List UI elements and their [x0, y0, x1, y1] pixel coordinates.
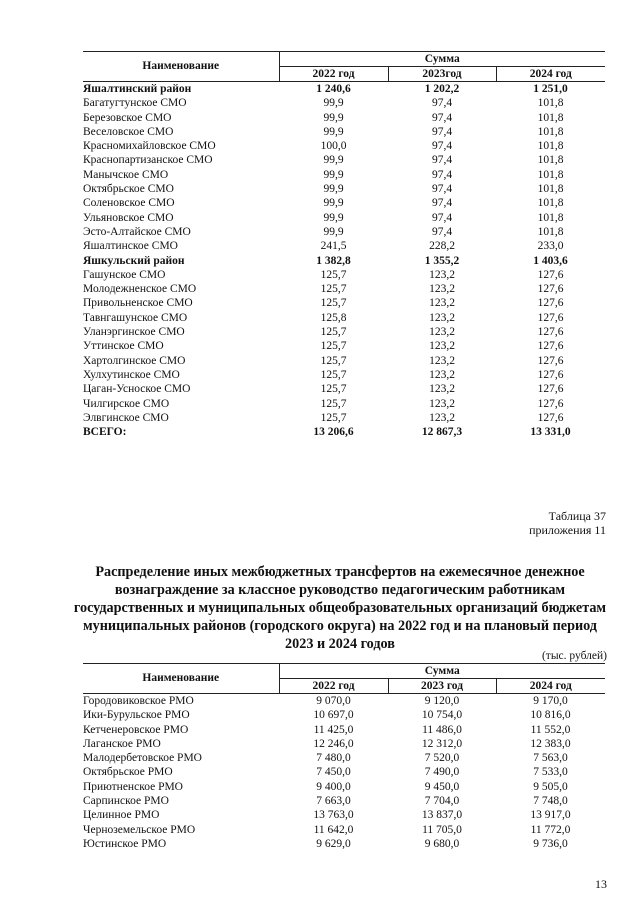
row-name-cell: Яшкульский район — [83, 254, 185, 267]
column-header-sum: Сумма — [279, 52, 605, 67]
row-value-cell: 127,6 — [537, 326, 564, 339]
table-row — [83, 325, 605, 339]
column-header-sum: Сумма — [279, 664, 605, 679]
row-value-cell: 101,8 — [537, 140, 564, 153]
table-row — [83, 354, 605, 368]
row-value-cell: 127,6 — [537, 383, 564, 396]
row-value-cell: 101,8 — [537, 154, 564, 167]
row-name-cell: Березовское СМО — [83, 111, 172, 124]
column-header-name: Наименование — [83, 664, 279, 694]
row-value-cell: 127,6 — [537, 283, 564, 296]
row-value-cell: 12 246,0 — [313, 737, 354, 750]
row-name-cell: Яшалтинский район — [83, 83, 192, 95]
row-value-cell: 127,6 — [537, 268, 564, 281]
row-name-cell: Эсто-Алтайское СМО — [83, 225, 191, 238]
row-value-cell: 12 867,3 — [421, 426, 463, 439]
row-value-cell: 123,2 — [429, 411, 455, 424]
row-value-cell: 1 403,6 — [533, 254, 568, 267]
row-value-cell: 123,2 — [429, 383, 455, 396]
row-value-cell: 101,8 — [537, 183, 564, 196]
row-value-cell: 97,4 — [431, 140, 453, 153]
table-row — [83, 153, 605, 167]
row-value-cell: 10 816,0 — [530, 709, 571, 722]
column-header-year: 2022 год — [279, 67, 388, 82]
row-name-cell: Ульяновское СМО — [83, 211, 174, 224]
row-value-cell: 125,7 — [320, 397, 347, 410]
row-value-cell: 9 505,0 — [533, 780, 568, 793]
row-value-cell: 101,8 — [537, 125, 564, 138]
budget-table-2 — [83, 663, 605, 851]
table-row — [83, 765, 605, 779]
table-row — [83, 282, 605, 296]
table-row — [83, 239, 605, 253]
row-name-cell: Кетченеровское РМО — [83, 723, 189, 736]
page-number: 13 — [595, 877, 607, 891]
row-value-cell: 7 663,0 — [316, 795, 351, 808]
table-row — [83, 411, 605, 425]
row-value-cell: 11 425,0 — [313, 723, 354, 736]
row-value-cell: 7 490,0 — [424, 766, 460, 779]
table-row — [83, 808, 605, 822]
row-name-cell: Краснопартизанское СМО — [83, 154, 213, 167]
row-value-cell: 101,8 — [537, 197, 564, 210]
row-value-cell: 7 480,0 — [316, 752, 351, 765]
row-value-cell: 1 382,8 — [316, 254, 351, 267]
row-name-cell: Октябрьское РМО — [83, 766, 173, 779]
row-value-cell: 99,9 — [323, 197, 344, 210]
row-value-cell: 123,2 — [429, 283, 455, 296]
table-row — [83, 96, 605, 110]
row-value-cell: 125,7 — [320, 383, 347, 396]
row-name-cell: Соленовское СМО — [83, 197, 175, 210]
row-value-cell: 99,9 — [323, 125, 344, 138]
row-name-cell: Приютненское РМО — [83, 780, 183, 793]
row-name-cell: Багатугтунское СМО — [83, 97, 187, 110]
table-row — [83, 425, 605, 439]
row-value-cell: 97,4 — [431, 197, 453, 210]
row-value-cell: 97,4 — [431, 125, 453, 138]
table-title: Распределение иных межбюджетных трансфертов на ежемесячное денежное вознаграждение за классное руководство педагогическим работникам государственных и муниципальных общеобразовательных организаций бюджетам муниципальных районов (городского округа) на 2022 год и на плановый период 2023 и 2024 годов — [73, 564, 607, 652]
row-value-cell: 10 754,0 — [421, 709, 463, 722]
row-value-cell: 7 704,0 — [424, 795, 460, 808]
row-value-cell: 99,9 — [323, 211, 344, 224]
row-name-cell: Элвгинское СМО — [83, 411, 169, 424]
row-value-cell: 97,4 — [431, 97, 453, 110]
row-value-cell: 97,4 — [431, 168, 453, 181]
row-value-cell: 9 629,0 — [316, 837, 351, 850]
row-name-cell: Яшалтинское СМО — [83, 240, 178, 253]
table-body — [83, 82, 605, 440]
table-row — [83, 139, 605, 153]
row-value-cell: 99,9 — [323, 111, 344, 124]
table-row — [83, 296, 605, 310]
row-name-cell: Привольненское СМО — [83, 297, 193, 310]
row-value-cell: 11 772,0 — [530, 823, 571, 836]
row-value-cell: 127,6 — [537, 340, 564, 353]
row-value-cell: 101,8 — [537, 168, 564, 181]
row-value-cell: 97,4 — [431, 211, 453, 224]
column-header-year: 2023год — [388, 67, 496, 82]
row-value-cell: 241,5 — [320, 240, 347, 253]
row-value-cell: 1 355,2 — [424, 254, 460, 267]
table-row — [83, 254, 605, 268]
row-name-cell: Хартолгинское СМО — [83, 354, 186, 367]
table-row — [83, 311, 605, 325]
row-value-cell: 127,6 — [537, 397, 564, 410]
row-value-cell: 99,9 — [323, 168, 344, 181]
row-value-cell: 123,2 — [429, 397, 455, 410]
row-value-cell: 9 170,0 — [533, 695, 568, 707]
column-header-year: 2024 год — [496, 679, 605, 694]
row-name-cell: Красномихайловское СМО — [83, 140, 216, 153]
row-name-cell: Сарпинское РМО — [83, 795, 169, 808]
row-value-cell: 99,9 — [323, 183, 344, 196]
row-value-cell: 100,0 — [320, 140, 347, 153]
row-value-cell: 12 312,0 — [421, 737, 463, 750]
row-name-cell: Целинное РМО — [83, 809, 160, 822]
table-row — [83, 780, 605, 794]
table-row — [83, 182, 605, 196]
row-value-cell: 13 331,0 — [530, 426, 571, 439]
row-value-cell: 125,7 — [320, 326, 347, 339]
table-row — [83, 225, 605, 239]
row-name-cell: Октябрьское СМО — [83, 183, 174, 196]
row-name-cell: Уланэргинское СМО — [83, 326, 185, 339]
table-row — [83, 125, 605, 139]
row-value-cell: 123,2 — [429, 311, 455, 324]
row-value-cell: 1 202,2 — [424, 83, 460, 95]
budget-table-1 — [83, 51, 605, 439]
row-name-cell: ВСЕГО: — [83, 426, 127, 439]
table-row — [83, 397, 605, 411]
row-value-cell: 9 450,0 — [424, 780, 460, 793]
row-value-cell: 97,4 — [431, 225, 453, 238]
row-value-cell: 13 206,6 — [313, 426, 354, 439]
row-value-cell: 13 763,0 — [313, 809, 354, 822]
row-value-cell: 101,8 — [537, 97, 564, 110]
row-value-cell: 127,6 — [537, 411, 564, 424]
row-value-cell: 127,6 — [537, 311, 564, 324]
table-row — [83, 794, 605, 808]
column-header-year: 2022 год — [279, 679, 388, 694]
row-name-cell: Тавнгашунское СМО — [83, 311, 188, 324]
row-value-cell: 99,9 — [323, 154, 344, 167]
row-value-cell: 123,2 — [429, 326, 455, 339]
table-row — [83, 368, 605, 382]
row-value-cell: 125,7 — [320, 268, 347, 281]
row-value-cell: 97,4 — [431, 183, 453, 196]
appendix-label: приложения 11 — [529, 523, 606, 537]
table-row — [83, 708, 605, 722]
row-value-cell: 97,4 — [431, 154, 453, 167]
row-name-cell: Манычское СМО — [83, 168, 169, 181]
row-name-cell: Ики-Бурульское РМО — [83, 709, 190, 722]
row-value-cell: 9 680,0 — [424, 837, 460, 850]
row-value-cell: 1 240,6 — [316, 83, 351, 95]
table-number: Таблица 37 — [548, 509, 606, 523]
table-row — [83, 823, 605, 837]
row-value-cell: 7 533,0 — [533, 766, 568, 779]
row-value-cell: 233,0 — [537, 240, 564, 253]
row-name-cell: Веселовское СМО — [83, 125, 174, 138]
row-value-cell: 101,8 — [537, 211, 564, 224]
row-value-cell: 9 070,0 — [316, 695, 351, 707]
row-value-cell: 11 552,0 — [530, 723, 571, 736]
column-header-year: 2023 год — [388, 679, 496, 694]
row-value-cell: 125,7 — [320, 354, 347, 367]
row-value-cell: 9 120,0 — [424, 695, 460, 707]
row-value-cell: 123,2 — [429, 340, 455, 353]
table-row — [83, 837, 605, 851]
row-value-cell: 127,6 — [537, 368, 564, 381]
row-value-cell: 123,2 — [429, 268, 455, 281]
table-row — [83, 694, 605, 709]
table-row — [83, 382, 605, 396]
row-value-cell: 7 563,0 — [533, 752, 568, 765]
table-row — [83, 82, 605, 97]
row-name-cell: Цаган-Усноское СМО — [83, 383, 191, 396]
row-name-cell: Черноземельское РМО — [83, 823, 196, 836]
row-value-cell: 12 383,0 — [530, 737, 571, 750]
row-value-cell: 123,2 — [429, 354, 455, 367]
table-row — [83, 751, 605, 765]
table-row — [83, 196, 605, 210]
row-value-cell: 11 705,0 — [422, 823, 462, 836]
row-name-cell: Городовиковское РМО — [83, 695, 194, 707]
row-value-cell: 125,7 — [320, 368, 347, 381]
row-value-cell: 127,6 — [537, 354, 564, 367]
row-value-cell: 123,2 — [429, 297, 455, 310]
row-value-cell: 125,7 — [320, 297, 347, 310]
units-label: (тыс. рублей) — [541, 650, 607, 662]
row-value-cell: 7 450,0 — [316, 766, 351, 779]
table-row — [83, 723, 605, 737]
row-value-cell: 99,9 — [323, 97, 344, 110]
row-value-cell: 7 748,0 — [533, 795, 568, 808]
row-name-cell: Малодербетовское РМО — [83, 752, 202, 765]
row-value-cell: 9 736,0 — [533, 837, 568, 850]
row-value-cell: 11 486,0 — [422, 723, 462, 736]
column-header-year: 2024 год — [496, 67, 605, 82]
row-value-cell: 13 837,0 — [421, 809, 463, 822]
row-value-cell: 125,7 — [320, 340, 347, 353]
row-value-cell: 228,2 — [429, 240, 455, 253]
row-value-cell: 125,8 — [320, 311, 347, 324]
table-row — [83, 168, 605, 182]
table-row — [83, 339, 605, 353]
row-value-cell: 99,9 — [323, 225, 344, 238]
row-value-cell: 7 520,0 — [424, 752, 460, 765]
row-value-cell: 125,7 — [320, 283, 347, 296]
table-row — [83, 111, 605, 125]
table-row — [83, 211, 605, 225]
column-header-name: Наименование — [83, 52, 279, 82]
row-value-cell: 1 251,0 — [533, 83, 568, 95]
row-value-cell: 10 697,0 — [313, 709, 354, 722]
table-row — [83, 737, 605, 751]
row-value-cell: 101,8 — [537, 225, 564, 238]
row-name-cell: Хулхутинское СМО — [83, 368, 180, 381]
row-name-cell: Чилгирское СМО — [83, 397, 170, 410]
row-value-cell: 123,2 — [429, 368, 455, 381]
row-value-cell: 13 917,0 — [530, 809, 571, 822]
table-row — [83, 268, 605, 282]
row-name-cell: Лаганское РМО — [83, 737, 161, 750]
row-value-cell: 101,8 — [537, 111, 564, 124]
row-value-cell: 127,6 — [537, 297, 564, 310]
row-name-cell: Юстинское РМО — [83, 837, 167, 850]
row-value-cell: 125,7 — [320, 411, 347, 424]
row-name-cell: Уттинское СМО — [83, 340, 164, 353]
row-value-cell: 11 642,0 — [313, 823, 354, 836]
row-value-cell: 9 400,0 — [316, 780, 351, 793]
row-value-cell: 97,4 — [431, 111, 453, 124]
row-name-cell: Гашунское СМО — [83, 268, 166, 281]
table-body — [83, 694, 605, 852]
row-name-cell: Молодежненское СМО — [83, 283, 197, 296]
